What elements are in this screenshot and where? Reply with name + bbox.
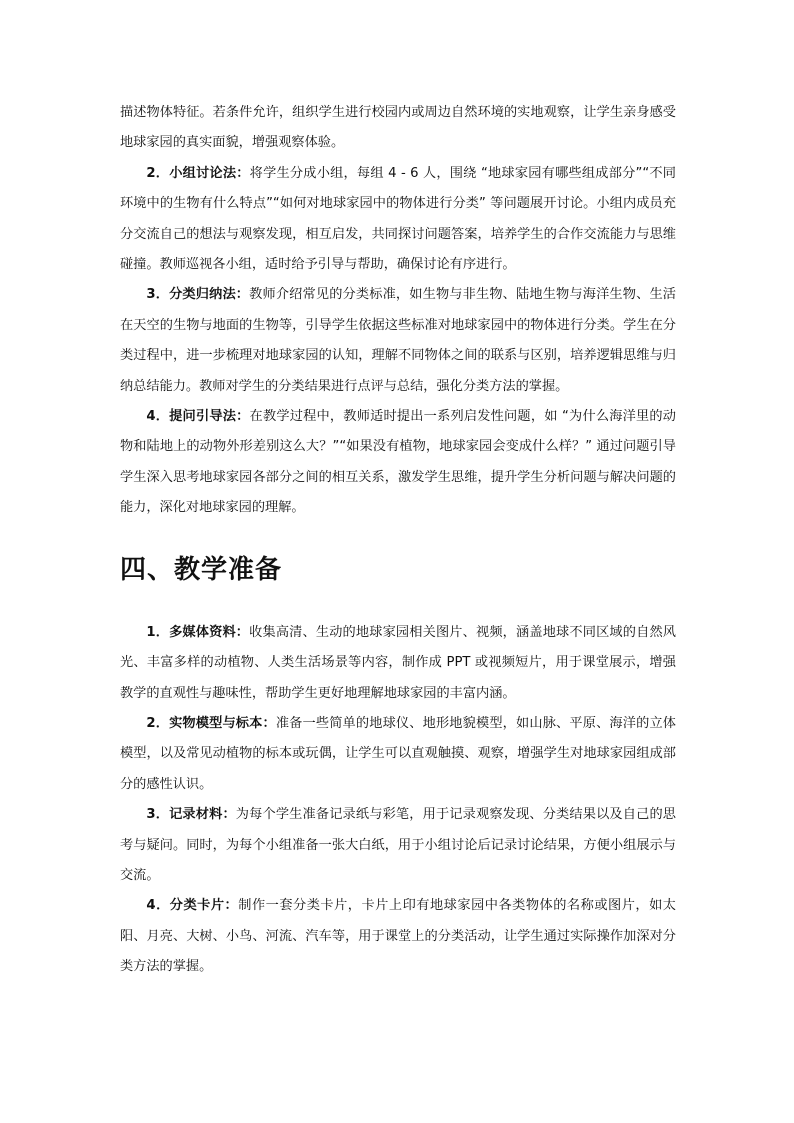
method-lead-label: 3．分类归纳法： bbox=[146, 287, 250, 303]
prep-paragraph-recording bbox=[120, 800, 676, 891]
method-paragraph-classification bbox=[120, 280, 676, 402]
intro-paragraph: 描述物体特征。若条件允许，组织学生进行校园内或周边自然环境的实地观察，让学生亲身感受地球家园的真实面貌，增强观察体验。 bbox=[120, 105, 676, 151]
document-body bbox=[120, 98, 676, 983]
prep-lead-label: 2．实物模型与标本： bbox=[146, 715, 276, 731]
method-body-text: 将学生分成小组，每组 4 - 6 人，围绕 “地球家园有哪些组成部分”“不同环境中的生物有什么特点”“如何对地球家园中的物体进行分类” 等问题展开讨论。小组内成员充分交流自己的想法与观察发现，相互启发，共同探讨问题答案，培养学生的合作交流能力与思维碰撞。教师巡视各小组，适时给予引导与帮助，确保讨论有序进行。 bbox=[120, 165, 676, 273]
prep-lead-label: 3．记录材料： bbox=[146, 807, 236, 823]
prep-body-text: 制作一套分类卡片，卡片上印有地球家园中各类物体的名称或图片，如太阳、月亮、大树、小鸟、河流、汽车等，用于课堂上的分类活动，让学生通过实际操作加深对分类方法的掌握。 bbox=[120, 898, 676, 975]
section-heading: 四、教学准备 bbox=[120, 554, 283, 585]
method-paragraph-group-discussion bbox=[120, 159, 676, 281]
prep-paragraph-cards bbox=[120, 891, 676, 982]
method-body-text: 教师介绍常见的分类标准，如生物与非生物、陆地生物与海洋生物、生活在天空的生物与地面的生物等，引导学生依据这些标准对地球家园中的物体进行分类。学生在分类过程中，进一步梳理对地球家园的认知，理解不同物体之间的联系与区别，培养逻辑思维与归纳总结能力。教师对学生的分类结果进行点评与总结，强化分类方法的掌握。 bbox=[120, 287, 676, 394]
prep-paragraph-multimedia bbox=[120, 618, 676, 709]
prep-body-text: 收集高清、生动的地球家园相关图片、视频，涵盖地球不同区域的自然风光、丰富多样的动植物、人类生活场景等内容，制作成 PPT 或视频短片，用于课堂展示，增强教学的直观性与趣味性，帮助学生更好地理解地球家园的丰富内涵。 bbox=[120, 624, 676, 701]
prep-lead-label: 4．分类卡片： bbox=[146, 898, 239, 914]
method-body-text: 在教学过程中，教师适时提出一系列启发性问题，如 “为什么海洋里的动物和陆地上的动物外形差别这么大？”“如果没有植物，地球家园会变成什么样？” 通过问题引导学生深入思考地球家园各部分之间的相互关系，激发学生思维，提升学生分析问题与解决问题的能力，深化对地球家园的理解。 bbox=[120, 409, 676, 516]
prep-lead-label: 1．多媒体资料： bbox=[146, 624, 250, 640]
method-lead-label: 4．提问引导法： bbox=[146, 409, 250, 425]
prep-paragraph-models bbox=[120, 709, 676, 800]
method-lead-label: 2．小组讨论法： bbox=[146, 165, 250, 181]
prep-body-text: 为每个学生准备记录纸与彩笔，用于记录观察发现、分类结果以及自己的思考与疑问。同时，为每个小组准备一张大白纸，用于小组讨论后记录讨论结果，方便小组展示与交流。 bbox=[120, 807, 676, 883]
prep-body-text: 准备一些简单的地球仪、地形地貌模型，如山脉、平原、海洋的立体模型，以及常见动植物的标本或玩偶，让学生可以直观触摸、观察，增强学生对地球家园组成部分的感性认识。 bbox=[120, 715, 676, 792]
method-paragraph-questioning bbox=[120, 402, 676, 524]
